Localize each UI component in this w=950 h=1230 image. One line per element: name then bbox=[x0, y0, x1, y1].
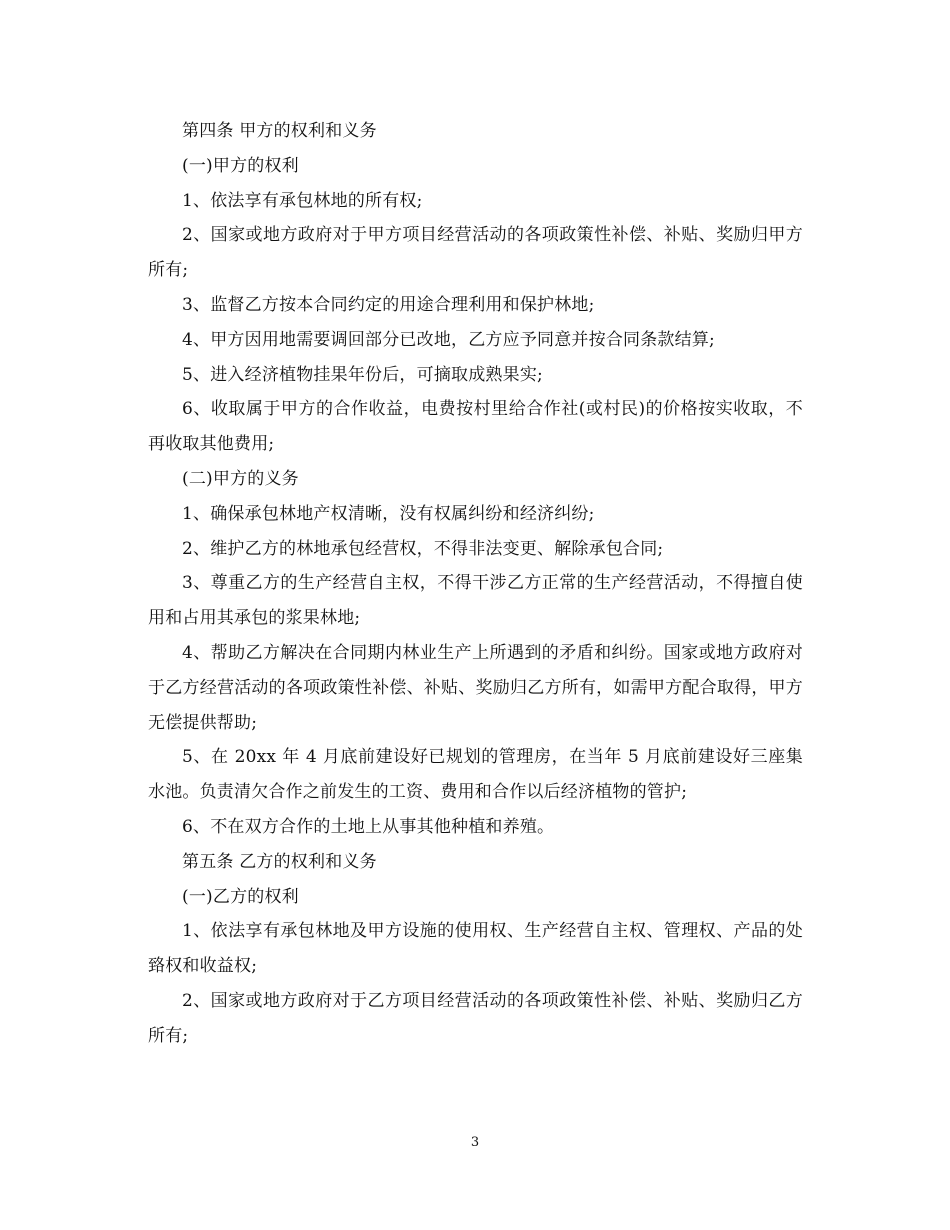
party-a-right-6: 6、收取属于甲方的合作收益，电费按村里给合作社(或村民)的价格按实收取，不再收取其他费用; bbox=[148, 399, 803, 455]
party-a-right-1: 1、依法享有承包林地的所有权; bbox=[182, 190, 423, 211]
party-a-right-3: 3、监督乙方按本合同约定的用途合理利用和保护林地; bbox=[182, 294, 595, 315]
article-4-heading: 第四条 甲方的权利和义务 bbox=[182, 121, 377, 141]
page-number: 3 bbox=[470, 1135, 480, 1150]
document-body bbox=[148, 114, 803, 1054]
party-a-duty-1: 1、确保承包林地产权清晰，没有权属纠纷和经济纠纷; bbox=[182, 503, 595, 524]
section-party-a-duties-heading: (二)甲方的义务 bbox=[182, 468, 299, 489]
party-a-duty-4: 4、帮助乙方解决在合同期内林业生产上所遇到的矛盾和纠纷。国家或地方政府对于乙方经营活动的各项政策性补偿、补贴、奖励归乙方所有，如需甲方配合取得，甲方无偿提供帮助; bbox=[148, 642, 803, 733]
party-a-right-5: 5、进入经济植物挂果年份后，可摘取成熟果实; bbox=[182, 364, 543, 385]
party-a-right-4: 4、甲方因用地需要调回部分已改地，乙方应予同意并按合同条款结算; bbox=[182, 329, 715, 350]
party-a-duty-6: 6、不在双方合作的土地上从事其他种植和养殖。 bbox=[182, 816, 555, 837]
party-a-duty-3: 3、尊重乙方的生产经营自主权，不得干涉乙方正常的生产经营活动，不得擅自使用和占用其承包的浆果林地; bbox=[148, 573, 803, 629]
party-a-duty-2: 2、维护乙方的林地承包经营权，不得非法变更、解除承包合同; bbox=[182, 538, 664, 559]
party-a-duty-5: 5、在 20xx 年 4 月底前建设好已规划的管理房，在当年 5 月底前建设好三座集水池。负责清欠合作之前发生的工资、费用和合作以后经济植物的管护; bbox=[148, 747, 803, 803]
party-a-right-2: 2、国家或地方政府对于甲方项目经营活动的各项政策性补偿、补贴、奖励归甲方所有; bbox=[148, 225, 803, 281]
section-party-a-rights-heading: (一)甲方的权利 bbox=[182, 155, 299, 176]
section-party-b-rights-heading: (一)乙方的权利 bbox=[182, 886, 299, 907]
article-5-heading: 第五条 乙方的权利和义务 bbox=[182, 851, 377, 872]
party-b-right-1: 1、依法享有承包林地及甲方设施的使用权、生产经营自主权、管理权、产品的处臵权和收益权; bbox=[148, 921, 803, 977]
party-b-right-2: 2、国家或地方政府对于乙方项目经营活动的各项政策性补偿、补贴、奖励归乙方所有; bbox=[148, 990, 803, 1046]
